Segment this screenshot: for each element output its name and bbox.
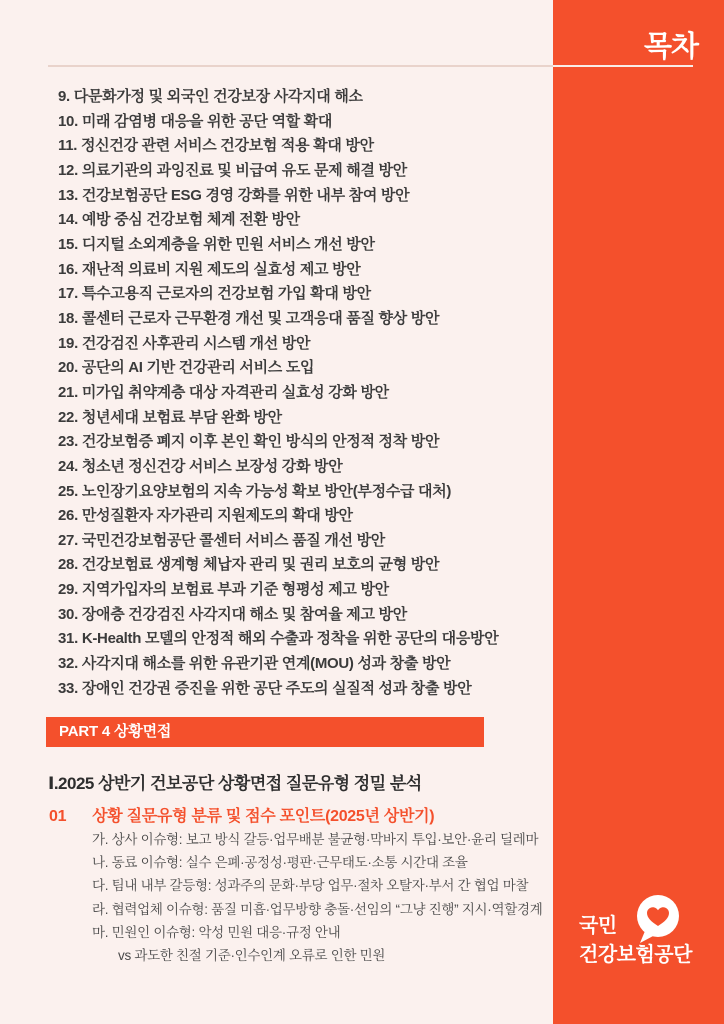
organization-logo-text: [579, 912, 692, 970]
toc-item: 10. 미래 감염병 대응을 위한 공단 역할 확대: [58, 112, 333, 130]
sub-section-title: 상황 질문유형 분류 및 점수 포인트(2025년 상반기): [92, 808, 435, 825]
toc-item: 13. 건강보험공단 ESG 경영 강화를 위한 내부 참여 방안: [58, 186, 410, 204]
toc-item: 20. 공단의 AI 기반 건강관리 서비스 도입: [58, 359, 315, 377]
toc-item: 14. 예방 중심 건강보험 체계 전환 방안: [58, 211, 300, 229]
toc-item: 22. 청년세대 보험료 부담 완화 방안: [58, 408, 282, 426]
page-title: 목차: [643, 31, 698, 63]
toc-item: 32. 사각지대 해소를 위한 유관기관 연계(MOU) 성과 창출 방안: [58, 655, 451, 673]
toc-item: 15. 디지털 소외계층을 위한 민원 서비스 개선 방안: [58, 235, 375, 253]
situation-item-continuation: vs 과도한 친절 기준·인수인계 오류로 인한 민원: [118, 948, 386, 964]
situation-type-list: [92, 828, 572, 967]
toc-item: 11. 정신건강 관련 서비스 건강보험 적용 확대 방안: [58, 137, 374, 155]
situation-item: 가. 상사 이슈형: 보고 방식 갈등·업무배분 불균형·막바지 투입·보안·윤리 딜레마: [92, 832, 539, 847]
toc-item: 30. 장애층 건강검진 사각지대 해소 및 참여율 제고 방안: [58, 605, 407, 623]
toc-item: 17. 특수고용직 근로자의 건강보험 가입 확대 방안: [58, 285, 371, 303]
toc-list: [58, 85, 558, 701]
toc-item: 31. K-Health 모델의 안정적 해외 수출과 정착을 위한 공단의 대응방안: [58, 630, 499, 648]
toc-item: 12. 의료기관의 과잉진료 및 비급여 유도 문제 해결 방안: [58, 161, 407, 179]
title-underline-left: [48, 65, 553, 67]
part4-banner: PART 4 상황면접: [46, 717, 484, 747]
toc-item: 19. 건강검진 사후관리 시스템 개선 방안: [58, 334, 311, 352]
right-orange-sidebar: [553, 0, 724, 1024]
toc-item: 33. 장애인 건강권 증진을 위한 공단 주도의 실질적 성과 창출 방안: [58, 679, 472, 697]
toc-item: 29. 지역가입자의 보험료 부과 기준 형평성 제고 방안: [58, 581, 389, 599]
logo-text-line1: 국민: [579, 915, 617, 937]
toc-item: 26. 만성질환자 자가관리 지원제도의 확대 방안: [58, 507, 353, 525]
toc-item: 21. 미가입 취약계층 대상 자격관리 실효성 강화 방안: [58, 383, 389, 401]
toc-item: 25. 노인장기요양보험의 지속 가능성 확보 방안(부정수급 대처): [58, 482, 452, 500]
toc-item: 28. 건강보험료 생계형 체납자 관리 및 권리 보호의 균형 방안: [58, 556, 440, 574]
toc-item: 23. 건강보험증 폐지 이후 본인 확인 방식의 안정적 정착 방안: [58, 433, 440, 451]
situation-item: 라. 협력업체 이슈형: 품질 미흡·업무방향 충돌·선임의 “그냥 진행” 지시·역할경계: [92, 901, 543, 917]
section-heading: Ⅰ.2025 상반기 건보공단 상황면접 질문유형 정밀 분석: [48, 774, 422, 793]
toc-item: 24. 청소년 정신건강 서비스 보장성 강화 방안: [58, 457, 343, 475]
logo-text-line2: 건강보험공단: [579, 944, 692, 966]
situation-items: [92, 828, 572, 944]
toc-item: 16. 재난적 의료비 지원 제도의 실효성 제고 방안: [58, 260, 361, 278]
sub-section-header: [49, 803, 434, 826]
situation-item: 마. 민원인 이슈형: 악성 민원 대응·규정 안내: [92, 924, 341, 940]
situation-item: 나. 동료 이슈형: 실수 은폐·공정성·평판·근무태도·소통 시간대 조율: [92, 855, 468, 871]
sub-section-number: 01: [49, 808, 67, 825]
title-underline-right: [553, 65, 693, 67]
situation-item: 다. 팀내 내부 갈등형: 성과주의 문화·부당 업무·절차 오탈자·부서 간 협업 마찰: [92, 878, 529, 894]
toc-item: 18. 콜센터 근로자 근무환경 개선 및 고객응대 품질 향상 방안: [58, 309, 440, 327]
toc-item: 9. 다문화가정 및 외국인 건강보장 사각지대 해소: [58, 88, 363, 105]
toc-item: 27. 국민건강보험공단 콜센터 서비스 품질 개선 방안: [58, 531, 385, 549]
